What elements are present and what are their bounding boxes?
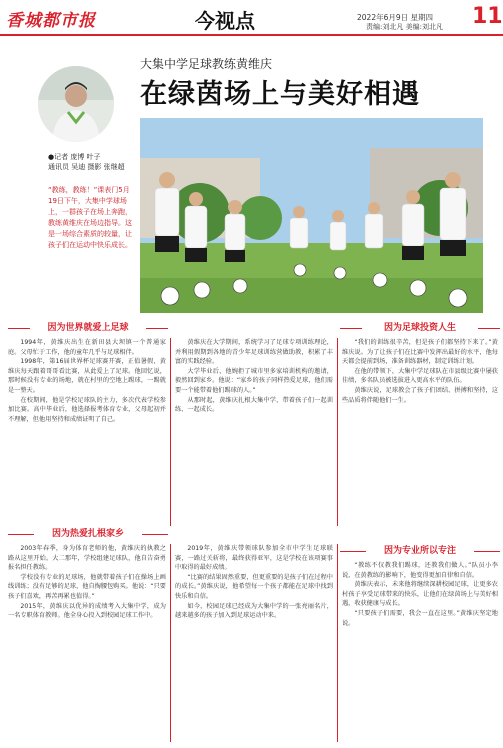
header-divider — [0, 34, 503, 36]
column-4: 2003年春季，身为体育老师的他，黄维庆的执教之路从这里开始。大二那年，学校组建足球队，他自告奋勇报名担任教练。 学校没有专业的足球场，他就带着孩子们在操场上画线训练；没有足够的足球，他自掏腰包购买。他说：“只要孩子们喜欢，再苦再累也值得。” 2015年，黄维庆以优异的成绩考入大集中学，成为一名专职体育教师。他全身心投入到校园足球工作中。 — [8, 545, 166, 620]
column-6: “教练不仅教我们踢球，还教我们做人。”队员小李说，在黄教练的影响下，他变得更加自律和自信。 黄维庆表示，未来他将继续深耕校园足球，让更多农村孩子享受足球带来的快乐，让他们在绿茵场上与美好相遇，收获健康与成长。 “只要孩子们需要，我会一直在这里。”黄维庆坚定地说。 — [342, 562, 498, 627]
column-3: “我们的训练很辛苦，但是孩子们都坚持下来了。”黄维庆说。为了让孩子们在比赛中发挥出最好的水平，他每天都会提前到场，准备训练器材，制定训练计划。 在他的带领下，大集中学足球队在市县级比赛中屡获佳绩，多名队员被选拔进入更高水平的队伍。 黄维庆说，足球教会了孩子们团结、拼搏和坚持，这些品质将伴随他们一生。 — [342, 339, 498, 404]
section-heading-4: 因为专业所以专注 — [340, 545, 500, 557]
section-heading-3: 因为热爱扎根家乡 — [8, 528, 168, 540]
column-divider — [337, 544, 338, 742]
column-divider — [170, 338, 171, 526]
issue-date: 2022年6月9日 星期四 — [357, 13, 434, 22]
page-header — [0, 0, 503, 36]
coach-portrait — [38, 66, 114, 142]
editor-credits: 责编:刘北凡 美编:刘北凡 — [366, 23, 443, 31]
section-heading-2: 因为足球投资人生 — [340, 322, 500, 334]
column-1: 1994年，黄维庆出生在新田县大坝镇一个普通家庭。父母忙于工作，他的童年几乎与足球相伴。 1998年，第16届世界杯足球赛开赛，正值暑假，黄维庆每天跟着哥哥看比赛，从此爱上了足球。他回忆说，那时候没有专业的场地，就在村里的空地上踢球，一踢就是一整天。 在校期间，他是学校足球队的主力，多次代表学校参加比赛。高中毕业后，他选择报考体育专业，父母起初并不理解，但他用坚持和成绩证明了自己。 — [8, 339, 166, 423]
column-5: 2019年，黄维庆带领球队参加全市中学生足球联赛，一路过关斩将，最终获得亚军，这是学校在该项赛事中取得的最好成绩。 “比赛的结果固然重要，但更重要的是孩子们在过程中的成长。”黄维庆说，他希望每一个孩子都能在足球中找到快乐和自信。 如今，校园足球已经成为大集中学的一张亮丽名片，越来越多的孩子加入到足球运动中来。 — [175, 545, 333, 620]
article-kicker: 大集中学足球教练黄维庆 — [140, 57, 273, 71]
section-title: 今视点 — [195, 9, 255, 33]
reporter-line: ●记者 庞博 叶子 — [48, 153, 101, 161]
section-heading-1: 因为世界就爱上足球 — [8, 322, 168, 334]
correspondent-line: 通讯员 吴迪 摄影 张继超 — [48, 163, 125, 171]
column-divider — [337, 338, 338, 526]
page-number: 11 — [472, 4, 503, 29]
intro-quote: “教练，教练！”课表门5月19日下午，大集中学球场上，一群孩子在场上奔跑，教练黄维庆在场边指导。这是一场综合素质的较量，让孩子们在运动中快乐成长。 — [48, 186, 132, 249]
article-title: 在绿茵场上与美好相遇 — [140, 79, 420, 110]
newspaper-logo: 香城都市报 — [6, 11, 96, 31]
column-divider — [170, 544, 171, 742]
team-photo — [140, 118, 483, 313]
byline — [48, 152, 125, 172]
column-2: 黄维庆在大学期间，系统学习了足球专项训练理论，并利用假期到各地的青少年足球训练营做助教，积累了丰富的实践经验。 大学毕业后，他婉拒了城市里多家培训机构的邀请，毅然回到家乡。他说：“家乡的孩子同样热爱足球，他们需要一个能带着他们踢球的人。” 从那时起，黄维庆扎根大集中学，带着孩子们一起训练、一起成长。 — [175, 339, 333, 414]
